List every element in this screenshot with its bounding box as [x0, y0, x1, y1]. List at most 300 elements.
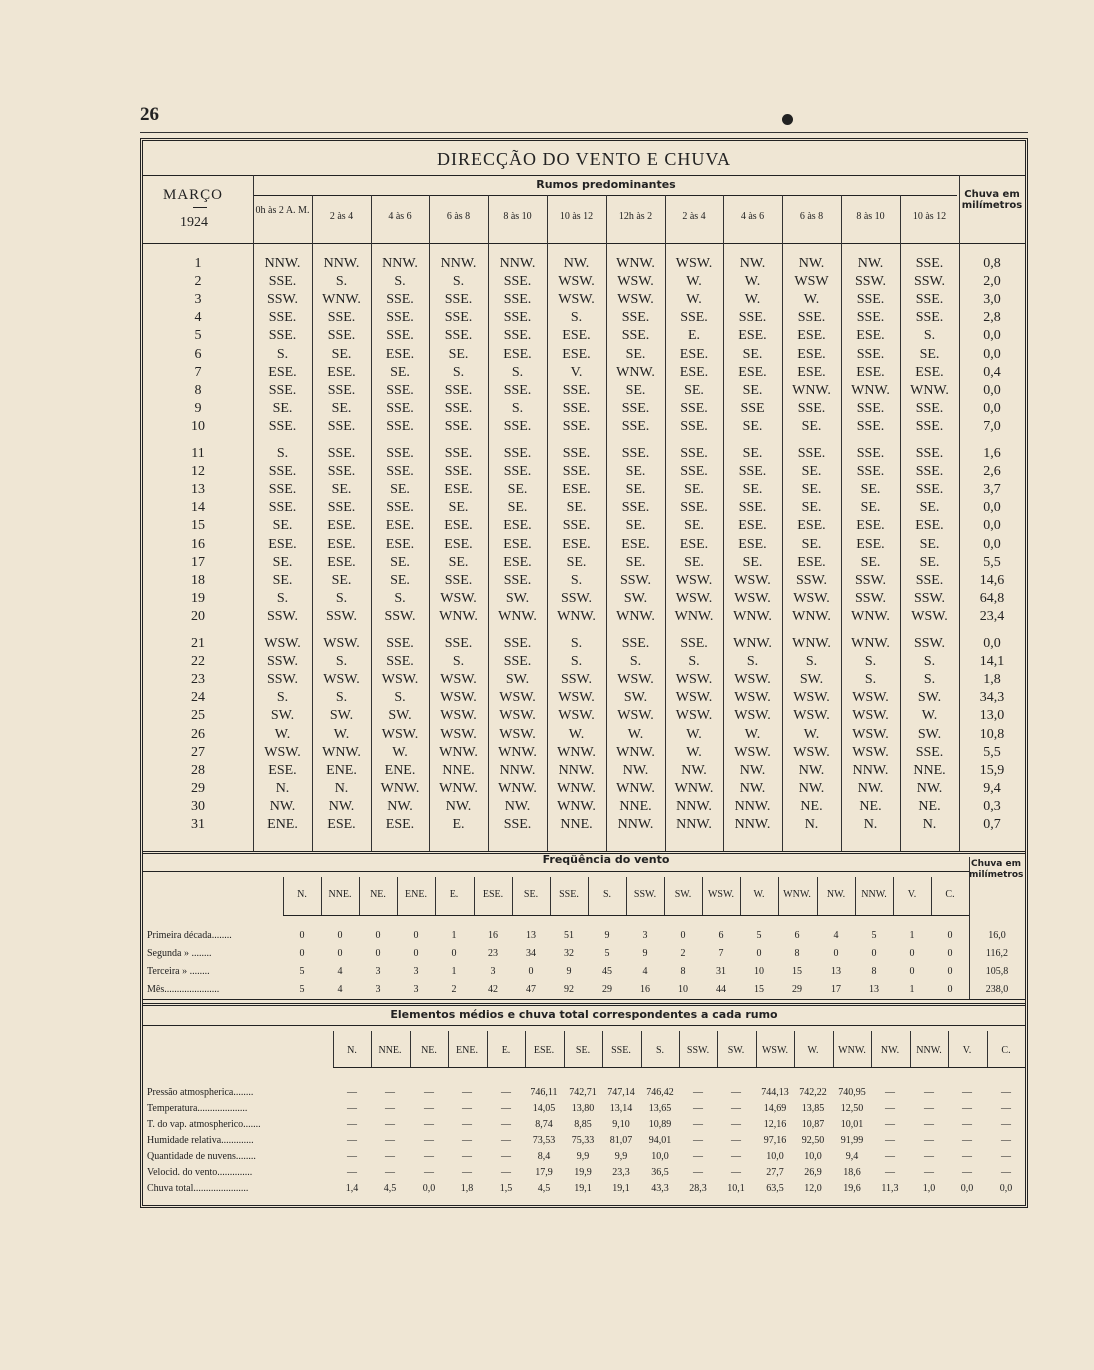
table-row — [143, 927, 1025, 945]
table-row — [143, 798, 1025, 816]
wind-direction: WNW. — [792, 636, 831, 651]
row-label: Pressão atmospherica........ — [147, 1087, 254, 1098]
wind-direction: SSE. — [444, 328, 473, 343]
hour-header: 10 às 12 — [912, 211, 947, 222]
wind-direction: SSE. — [680, 310, 708, 325]
element-value: — — [693, 1103, 703, 1114]
wind-direction: SSE. — [621, 446, 650, 461]
element-value: — — [885, 1103, 895, 1114]
wind-direction: SE. — [390, 555, 410, 570]
wind-direction: ESE. — [268, 763, 297, 778]
element-value: — — [385, 1135, 395, 1146]
wind-direction: WSW. — [852, 745, 889, 760]
direction-header: ENE. — [405, 889, 427, 900]
frequency-value: 4 — [833, 930, 839, 941]
day-number: 21 — [191, 636, 205, 651]
day-number: 6 — [194, 347, 202, 362]
direction-header: ESE. — [482, 889, 504, 900]
frequency-value: 0 — [909, 966, 915, 977]
wind-direction: SSE. — [562, 518, 591, 533]
rain-value: 14,6 — [979, 573, 1005, 588]
wind-direction: ENE. — [326, 763, 357, 778]
wind-direction: WSW. — [734, 690, 771, 705]
frequency-value: 4 — [337, 966, 343, 977]
wind-direction: SE. — [742, 482, 763, 497]
element-value: — — [962, 1119, 972, 1130]
wind-direction: WNW. — [674, 781, 714, 796]
wind-direction: SSE. — [738, 464, 767, 479]
wind-direction: NNE. — [619, 799, 652, 814]
wind-direction: SSE. — [915, 482, 944, 497]
frequency-value: 1 — [909, 984, 915, 995]
element-value: 28,3 — [689, 1183, 707, 1194]
row-label: T. do vap. atmospherico....... — [147, 1119, 261, 1130]
frequency-value: 0 — [947, 930, 953, 941]
element-value: 9,4 — [845, 1151, 859, 1162]
wind-direction: SSE. — [621, 328, 650, 343]
day-number: 17 — [191, 555, 205, 570]
wind-direction: W. — [627, 727, 644, 742]
wind-direction: SSE. — [327, 383, 356, 398]
element-value: 13,85 — [801, 1103, 825, 1114]
table-row — [143, 816, 1025, 834]
wind-direction: W. — [686, 274, 702, 289]
wind-direction: SW. — [799, 672, 824, 687]
rain-value: 5,5 — [983, 745, 1001, 760]
element-value: 10,0 — [804, 1151, 822, 1162]
frequency-value: 0 — [299, 930, 305, 941]
wind-direction: ESE. — [444, 518, 473, 533]
wind-direction: SE. — [919, 347, 940, 362]
column-rule — [359, 877, 360, 915]
rain-value: 0,0 — [983, 347, 1001, 362]
wind-direction: SE. — [625, 482, 646, 497]
wind-direction: SSE. — [503, 573, 532, 588]
wind-direction: WSW. — [734, 573, 771, 588]
element-value: 75,33 — [571, 1135, 595, 1146]
day-number: 13 — [191, 482, 205, 497]
direction-header: N. — [297, 889, 307, 900]
wind-direction: SSE — [740, 401, 765, 416]
element-value: 63,5 — [766, 1183, 784, 1194]
element-value: — — [731, 1087, 741, 1098]
wind-direction: SSW. — [384, 609, 416, 624]
wind-direction: SSE. — [386, 500, 414, 515]
wind-direction: NW. — [798, 256, 825, 271]
element-value: — — [885, 1119, 895, 1130]
table-row — [143, 590, 1025, 608]
wind-direction: SW. — [623, 591, 648, 606]
frequency-value: 32 — [564, 948, 574, 959]
wind-direction: ESE. — [327, 817, 356, 832]
day-number: 9 — [194, 401, 202, 416]
wind-direction: NW. — [387, 799, 413, 814]
rain-value: 238,0 — [985, 984, 1009, 995]
table-row — [143, 554, 1025, 572]
element-value: — — [501, 1103, 511, 1114]
table-row — [143, 689, 1025, 707]
element-value: 36,5 — [651, 1167, 669, 1178]
wind-direction: SSE. — [327, 464, 356, 479]
rain-value: 7,0 — [983, 419, 1001, 434]
hour-header: 2 às 4 — [682, 211, 706, 222]
wind-direction: NNW. — [558, 763, 595, 778]
wind-direction: NE. — [918, 799, 941, 814]
wind-direction: ESE. — [915, 365, 944, 380]
wind-direction: SE. — [919, 537, 940, 552]
wind-direction: SE. — [860, 500, 881, 515]
frequency-value: 9 — [642, 948, 648, 959]
element-value: 1,8 — [460, 1183, 474, 1194]
table-frame — [140, 138, 1028, 1208]
direction-header: ENE. — [456, 1045, 478, 1056]
direction-header: C. — [945, 889, 955, 900]
element-value: 10,01 — [840, 1119, 864, 1130]
wind-direction: S. — [570, 654, 583, 669]
element-value: 19,1 — [574, 1183, 592, 1194]
wind-direction: NNW. — [734, 817, 771, 832]
wind-direction: W. — [921, 708, 938, 723]
wind-direction: NNW. — [676, 799, 712, 814]
top-rule — [140, 132, 1028, 133]
frequency-value: 5 — [756, 930, 762, 941]
element-value: — — [385, 1151, 395, 1162]
wind-direction: SE. — [801, 500, 822, 515]
element-value: 744,13 — [761, 1087, 789, 1098]
wind-direction: ESE. — [856, 328, 885, 343]
table-row — [143, 1101, 1025, 1117]
wind-direction: WNW. — [498, 609, 537, 624]
day-number: 20 — [191, 609, 205, 624]
rain-value: 0,7 — [983, 817, 1001, 832]
table-row — [143, 364, 1025, 382]
wind-direction: N. — [804, 817, 819, 832]
wind-direction: WSW. — [499, 708, 536, 723]
wind-direction: WSW. — [793, 591, 830, 606]
frequency-value: 13 — [869, 984, 879, 995]
wind-direction: W. — [568, 727, 585, 742]
frequency-value: 0 — [375, 948, 381, 959]
wind-direction: SSE. — [738, 310, 767, 325]
wind-direction: W. — [744, 274, 761, 289]
table-row — [143, 780, 1025, 798]
column-rule — [641, 1031, 642, 1067]
direction-header: NNW. — [916, 1045, 942, 1056]
wind-direction: WNW. — [557, 609, 596, 624]
year-label: 1924 — [180, 215, 208, 230]
wind-direction: W. — [686, 292, 702, 307]
column-rule — [679, 1031, 680, 1067]
wind-direction: WNW. — [616, 609, 655, 624]
element-value: 12,0 — [804, 1183, 822, 1194]
wind-direction: WNW. — [439, 609, 478, 624]
wind-direction: ESE. — [797, 328, 826, 343]
rain-value: 0,0 — [983, 401, 1001, 416]
wind-direction: SSE. — [915, 419, 944, 434]
direction-header: V. — [962, 1045, 972, 1056]
wind-direction: SSE. — [797, 401, 826, 416]
wind-direction: SSE. — [562, 383, 591, 398]
frequency-value: 0 — [413, 930, 419, 941]
wind-direction: W. — [803, 727, 820, 742]
direction-header: S. — [655, 1045, 665, 1056]
wind-direction: SSE. — [444, 419, 473, 434]
wind-direction: NNW. — [499, 256, 536, 271]
wind-direction: SSE. — [856, 464, 885, 479]
wind-direction: NNE. — [442, 763, 475, 778]
wind-direction: WSW. — [323, 636, 360, 651]
wind-direction: WSW. — [499, 727, 536, 742]
frequency-value: 44 — [716, 984, 726, 995]
wind-direction: WNW. — [733, 609, 772, 624]
wind-direction: SSE. — [856, 292, 885, 307]
frequency-value: 0 — [756, 948, 762, 959]
wind-direction: SE. — [272, 401, 293, 416]
wind-direction: WNW. — [616, 745, 655, 760]
column-rule — [602, 1031, 603, 1067]
frequency-value: 34 — [526, 948, 536, 959]
wind-direction: SSE. — [856, 310, 885, 325]
frequency-value: 51 — [564, 930, 574, 941]
element-value: 747,14 — [607, 1087, 635, 1098]
frequency-value: 5 — [299, 984, 305, 995]
column-rule — [487, 1031, 488, 1067]
wind-direction: NNW. — [440, 256, 477, 271]
direction-header: SSE. — [611, 1045, 631, 1056]
column-rule — [794, 1031, 795, 1067]
wind-direction: SSE. — [327, 446, 356, 461]
element-value: — — [731, 1119, 741, 1130]
table-row — [143, 1133, 1025, 1149]
hour-header: 6 às 8 — [446, 211, 471, 222]
wind-direction: SE. — [448, 347, 469, 362]
wind-direction: WSW. — [793, 708, 830, 723]
wind-direction: SSE. — [856, 419, 885, 434]
wind-direction: NNE. — [913, 763, 946, 778]
wind-direction: SE. — [742, 347, 763, 362]
direction-header: SE. — [523, 889, 539, 900]
element-value: — — [731, 1167, 741, 1178]
wind-direction: SE. — [331, 401, 352, 416]
rain-value: 0,4 — [983, 365, 1001, 380]
hour-header: 4 às 6 — [388, 211, 412, 222]
element-value: 8,74 — [535, 1119, 553, 1130]
frequency-value: 8 — [871, 966, 877, 977]
wind-direction: SE. — [742, 555, 763, 570]
frequency-value: 6 — [794, 930, 800, 941]
table-row — [143, 981, 1025, 999]
direction-header: NW. — [826, 889, 846, 900]
wind-direction: SE. — [625, 464, 646, 479]
element-value: — — [501, 1119, 511, 1130]
direction-header: WSW. — [761, 1045, 789, 1056]
wind-direction: ESE. — [444, 482, 473, 497]
table-row — [143, 608, 1025, 626]
rain-value: 0,0 — [983, 383, 1001, 398]
rain-value: 16,0 — [988, 930, 1006, 941]
element-value: — — [962, 1135, 972, 1146]
column-rule — [855, 877, 856, 915]
wind-direction: SE. — [801, 537, 822, 552]
wind-direction: WSW. — [440, 727, 477, 742]
element-value: — — [693, 1135, 703, 1146]
wind-direction: ESE. — [738, 537, 767, 552]
row-label: Terceira » ........ — [147, 966, 210, 977]
wind-direction: SSW. — [854, 591, 886, 606]
element-value: 14,69 — [763, 1103, 787, 1114]
frequency-value: 1 — [909, 930, 915, 941]
table-row — [143, 309, 1025, 327]
element-value: 746,42 — [646, 1087, 674, 1098]
chuva-header: Chuva em milímetros — [961, 189, 1023, 211]
wind-direction: S. — [570, 573, 583, 588]
wind-direction: SW. — [505, 672, 530, 687]
wind-direction: S. — [452, 365, 465, 380]
wind-direction: NNW. — [499, 763, 536, 778]
wind-direction: SSE. — [915, 310, 944, 325]
wind-direction: S. — [452, 654, 465, 669]
column-rule — [910, 1031, 911, 1067]
frequency-value: 3 — [413, 966, 419, 977]
frequency-value: 6 — [718, 930, 724, 941]
wind-direction: WNW. — [439, 781, 478, 796]
day-number: 4 — [194, 310, 202, 325]
column-rule — [664, 877, 665, 915]
table-row — [143, 400, 1025, 418]
direction-header: NW. — [880, 1045, 900, 1056]
wind-direction: SSW. — [560, 591, 592, 606]
wind-direction: W. — [803, 292, 820, 307]
wind-direction: SW. — [505, 591, 530, 606]
element-value: 10,1 — [727, 1183, 745, 1194]
column-rule — [588, 877, 589, 915]
element-value: — — [1001, 1151, 1011, 1162]
wind-direction: SSE. — [444, 401, 473, 416]
direction-header: WSW. — [707, 889, 735, 900]
wind-direction: WNW. — [322, 745, 361, 760]
column-rule — [512, 877, 513, 915]
element-value: 19,9 — [574, 1167, 592, 1178]
element-value: — — [462, 1135, 472, 1146]
table-row — [143, 1149, 1025, 1165]
direction-header: N. — [347, 1045, 357, 1056]
wind-direction: W. — [333, 727, 350, 742]
wind-direction: SSW. — [913, 591, 945, 606]
wind-direction: SE. — [566, 555, 587, 570]
wind-direction: ESE. — [327, 537, 356, 552]
wind-direction: SSE. — [856, 347, 885, 362]
day-number: 26 — [191, 727, 205, 742]
element-value: — — [462, 1087, 472, 1098]
table-row — [143, 291, 1025, 309]
wind-direction: NW. — [563, 256, 590, 271]
frequency-value: 10 — [678, 984, 688, 995]
wind-direction: SSE. — [503, 446, 532, 461]
wind-direction: SE. — [919, 500, 940, 515]
column-rule — [474, 877, 475, 915]
page-number: 26 — [140, 104, 159, 125]
element-value: 10,0 — [651, 1151, 669, 1162]
table-row — [143, 1085, 1025, 1101]
wind-direction: SSE. — [444, 446, 473, 461]
wind-direction: WNW. — [851, 383, 890, 398]
wind-direction: SE. — [684, 518, 704, 533]
frequency-value: 15 — [792, 966, 802, 977]
rain-value: 15,9 — [979, 763, 1005, 778]
element-value: 12,16 — [763, 1119, 787, 1130]
wind-direction: N. — [275, 781, 290, 796]
element-value: 10,0 — [766, 1151, 784, 1162]
wind-direction: ESE. — [385, 518, 415, 533]
wind-direction: S. — [864, 672, 877, 687]
wind-direction: WSW. — [852, 708, 889, 723]
wind-direction: NW. — [739, 763, 766, 778]
wind-direction: NNW. — [617, 817, 654, 832]
wind-direction: NW. — [622, 763, 649, 778]
wind-direction: SSE. — [680, 446, 708, 461]
table-row — [143, 726, 1025, 744]
frequency-value: 0 — [337, 948, 343, 959]
frequency-value: 45 — [602, 966, 612, 977]
frequency-value: 4 — [642, 966, 648, 977]
wind-direction: ESE. — [562, 347, 591, 362]
direction-header: WNW. — [783, 889, 811, 900]
wind-direction: WSW. — [440, 672, 477, 687]
frequency-value: 2 — [451, 984, 457, 995]
wind-direction: WNW. — [439, 745, 478, 760]
wind-direction: SE. — [742, 446, 763, 461]
element-value: 91,99 — [840, 1135, 864, 1146]
element-value: — — [1001, 1135, 1011, 1146]
element-value: 742,71 — [569, 1087, 597, 1098]
table-row — [143, 481, 1025, 499]
wind-direction: SSW. — [854, 573, 886, 588]
wind-direction: SSW. — [913, 274, 945, 289]
wind-direction: WSW. — [323, 672, 360, 687]
element-value: — — [1001, 1103, 1011, 1114]
wind-direction: SSE. — [680, 500, 708, 515]
rain-value: 0,0 — [983, 636, 1001, 651]
frequency-value: 16 — [488, 930, 498, 941]
wind-direction: SSE. — [621, 500, 650, 515]
wind-direction: WSW. — [675, 256, 713, 271]
element-value: 1,4 — [345, 1183, 359, 1194]
wind-direction: SSE. — [915, 256, 944, 271]
element-value: — — [501, 1151, 511, 1162]
wind-direction: NE. — [800, 799, 823, 814]
element-value: — — [731, 1135, 741, 1146]
column-rule — [948, 1031, 949, 1067]
wind-direction: SE. — [684, 482, 704, 497]
wind-direction: NW. — [681, 763, 707, 778]
wind-direction: V. — [570, 365, 583, 380]
wind-direction: WNW. — [733, 636, 772, 651]
wind-direction: S. — [923, 328, 936, 343]
wind-direction: S. — [629, 654, 642, 669]
column-rule — [333, 1031, 334, 1067]
wind-direction: NW. — [857, 256, 884, 271]
wind-direction: SSW. — [854, 274, 886, 289]
wind-direction: ESE. — [503, 518, 532, 533]
wind-direction: ESE. — [621, 537, 650, 552]
frequency-value: 47 — [526, 984, 536, 995]
element-value: 13,80 — [571, 1103, 595, 1114]
wind-direction: ESE. — [268, 365, 297, 380]
day-number: 14 — [191, 500, 205, 515]
element-value: — — [462, 1119, 472, 1130]
direction-header: NNE. — [328, 889, 352, 900]
row-label: Chuva total...................... — [147, 1183, 249, 1194]
